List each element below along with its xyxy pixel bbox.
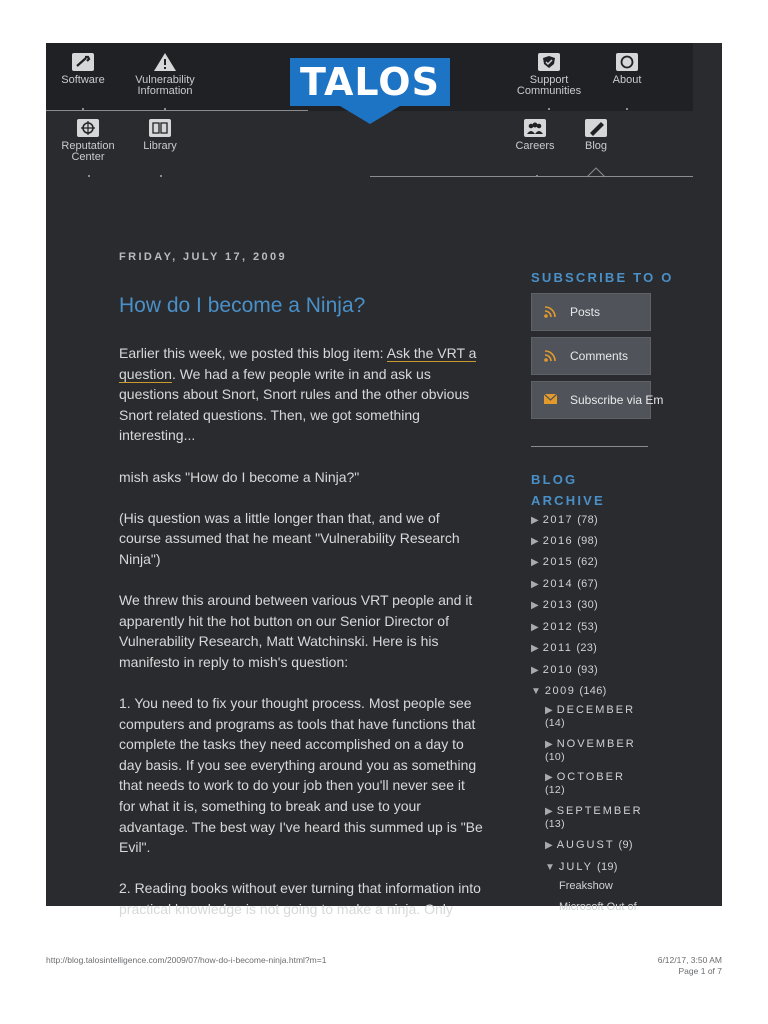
post-body	[119, 343, 484, 940]
paragraph: We threw this around between various VRT people and it apparently hit the hot button on our Senior Director of Vulnerability Research, Matt Watchinski. Here is his manifesto in reply to mish's question:	[119, 592, 473, 670]
archive-month-count: (12)	[545, 784, 565, 796]
pencil-icon	[585, 119, 607, 137]
nav-library[interactable]: Library	[134, 119, 186, 152]
archive-year-label[interactable]: 2009	[544, 685, 576, 697]
archive-month-label[interactable]: OCTOBER	[556, 771, 625, 783]
toggle-arrow-icon[interactable]: ▶	[545, 772, 553, 783]
nav-reputation[interactable]: Reputation Center	[56, 119, 120, 163]
comments-label: Comments	[570, 349, 629, 363]
footer-page: Page 1 of 7	[678, 966, 722, 976]
nav-software[interactable]: Software	[56, 53, 110, 86]
shield-icon	[538, 53, 560, 71]
nav-divider	[46, 110, 308, 111]
archive-year-2017[interactable]	[531, 514, 598, 526]
archive-month-label[interactable]: AUGUST	[556, 839, 615, 851]
toggle-arrow-icon[interactable]: ▶	[531, 665, 539, 676]
info-icon	[616, 53, 638, 71]
nav-divider	[370, 176, 693, 177]
archive-year-2010[interactable]	[531, 664, 598, 676]
archive-month-december[interactable]	[545, 704, 635, 729]
archive-year-count: (146)	[579, 685, 607, 697]
posts-label: Posts	[570, 305, 601, 319]
nav-support[interactable]: Support Communities	[512, 53, 586, 97]
toggle-arrow-icon[interactable]: ▶	[545, 705, 553, 716]
archive-year-2015[interactable]	[531, 556, 598, 568]
toggle-arrow-icon[interactable]: ▼	[545, 862, 555, 873]
page-frame	[46, 43, 722, 918]
talos-logo[interactable]	[290, 58, 450, 124]
email-label: Subscribe via Em	[570, 393, 664, 407]
paragraph: (His question was a little longer than that, and we of course assumed that he meant "Vulnerability Research Ninja")	[119, 509, 460, 567]
archive-year-count: (78)	[577, 514, 598, 526]
archive-year-count: (62)	[577, 556, 598, 568]
nav-dot	[548, 108, 550, 110]
nav-careers[interactable]: Careers	[512, 119, 558, 152]
footer-meta	[658, 955, 722, 977]
archive-month-count: (19)	[597, 861, 618, 873]
wrench-icon	[72, 53, 94, 71]
archive-year-2014[interactable]	[531, 578, 598, 590]
toggle-arrow-icon[interactable]: ▶	[531, 579, 539, 590]
nav-dot	[88, 175, 90, 177]
subscribe-comments-button[interactable]	[531, 337, 651, 375]
book-icon	[149, 119, 171, 137]
toggle-arrow-icon[interactable]: ▶	[545, 739, 553, 750]
rss-icon	[544, 306, 556, 318]
archive-month-count: (14)	[545, 717, 565, 729]
warning-icon	[154, 53, 176, 71]
toggle-arrow-icon[interactable]: ▶	[531, 536, 539, 547]
toggle-arrow-icon[interactable]: ▶	[545, 840, 553, 851]
archive-title: BLOG	[531, 472, 578, 487]
nav-dot	[160, 175, 162, 177]
toggle-arrow-icon[interactable]: ▶	[531, 515, 539, 526]
nav-dot	[164, 108, 166, 110]
toggle-arrow-icon[interactable]: ▶	[531, 643, 539, 654]
archive-title: ARCHIVE	[531, 493, 605, 508]
archive-month-october[interactable]	[545, 771, 625, 796]
paragraph: mish asks "How do I become a Ninja?"	[119, 468, 360, 485]
archive-post-freakshow[interactable]: Freakshow	[559, 880, 613, 892]
archive-month-september[interactable]	[545, 805, 643, 830]
archive-month-count: (10)	[545, 751, 565, 763]
toggle-arrow-icon[interactable]: ▶	[545, 806, 553, 817]
archive-month-count: (13)	[545, 818, 565, 830]
archive-year-label[interactable]: 2015	[542, 556, 574, 568]
archive-year-label[interactable]: 2013	[542, 599, 574, 611]
active-nav-indicator	[587, 167, 605, 177]
archive-year-2013[interactable]	[531, 599, 598, 611]
toggle-arrow-icon[interactable]: ▶	[531, 557, 539, 568]
paragraph-text: . We had a few people write in and ask us questions about Snort, Snort rules and the other obvious Snort related questions. Then, we got something interesting...	[119, 365, 470, 444]
archive-month-august[interactable]	[545, 839, 633, 851]
archive-year-2011[interactable]	[531, 642, 597, 654]
paragraph	[119, 343, 484, 446]
archive-month-count: (9)	[618, 839, 633, 851]
archive-post-microsoft[interactable]: Microsoft Out of	[559, 901, 637, 913]
nav-dot	[536, 175, 538, 177]
paragraph: 1. You need to fix your thought process. Most people see computers and programs as tools that have functions that complete the tasks they need accomplished on a day to day basis. If you see everything around you as something that needs to work to do your job then you'll never see it for what it is, something to break and use to your advantage. The best way I've heard this summed up is "Be Evil".	[119, 695, 483, 856]
archive-year-label[interactable]: 2011	[542, 642, 573, 654]
archive-year-label[interactable]: 2012	[542, 621, 574, 633]
archive-year-label[interactable]: 2016	[542, 535, 574, 547]
archive-month-label[interactable]: DECEMBER	[556, 704, 636, 716]
archive-year-count: (30)	[577, 599, 598, 611]
envelope-icon	[544, 394, 557, 404]
ask-vrt-link[interactable]: Ask the VRT a question	[119, 345, 477, 382]
nav-dot	[626, 108, 628, 110]
archive-year-2009[interactable]	[531, 685, 607, 697]
nav-vulnerability[interactable]: Vulnerability Information	[126, 53, 204, 97]
archive-month-label[interactable]: SEPTEMBER	[556, 805, 643, 817]
subscribe-email-button[interactable]	[531, 381, 664, 419]
toggle-arrow-icon[interactable]: ▶	[531, 622, 539, 633]
footer-datetime: 6/12/17, 3:50 AM	[657, 955, 722, 965]
paragraph: 2. Reading books without ever turning that information into practical knowledge is not going to make a ninja. Only	[119, 880, 481, 918]
archive-year-count: (23)	[576, 642, 598, 654]
archive-year-count: (53)	[577, 621, 598, 633]
people-icon	[524, 119, 546, 137]
nav-blog[interactable]: Blog	[576, 119, 616, 152]
archive-month-label[interactable]: JULY	[558, 861, 593, 873]
toggle-arrow-icon[interactable]: ▼	[531, 686, 541, 697]
crosshair-icon	[77, 119, 99, 137]
archive-month-july[interactable]	[545, 861, 618, 873]
widget-divider	[531, 446, 648, 447]
archive-year-2012[interactable]	[531, 621, 598, 633]
rss-icon	[544, 350, 556, 362]
toggle-arrow-icon[interactable]: ▶	[531, 600, 539, 611]
post-date: FRIDAY, JULY 17, 2009	[119, 251, 288, 263]
archive-year-count: (98)	[577, 535, 598, 547]
paragraph-text: Earlier this week, we posted this blog item:	[119, 345, 387, 361]
archive-month-label[interactable]: NOVEMBER	[556, 738, 636, 750]
archive-month-november[interactable]	[545, 738, 636, 763]
archive-year-2016[interactable]	[531, 535, 598, 547]
subscribe-posts-button[interactable]	[531, 293, 651, 331]
archive-year-count: (93)	[577, 664, 598, 676]
archive-year-label[interactable]: 2010	[542, 664, 574, 676]
logo-text: TALOS	[300, 60, 440, 104]
nav-dot	[82, 108, 84, 110]
archive-year-label[interactable]: 2014	[542, 578, 574, 590]
post-title[interactable]: How do I become a Ninja?	[119, 294, 366, 317]
subscribe-title: SUBSCRIBE TO O	[531, 270, 674, 285]
footer-url: http://blog.talosintelligence.com/2009/07/how-do-i-become-ninja.html?m=1	[46, 955, 327, 965]
archive-year-label[interactable]: 2017	[542, 514, 574, 526]
nav-about[interactable]: About	[606, 53, 648, 86]
archive-year-count: (67)	[577, 578, 598, 590]
